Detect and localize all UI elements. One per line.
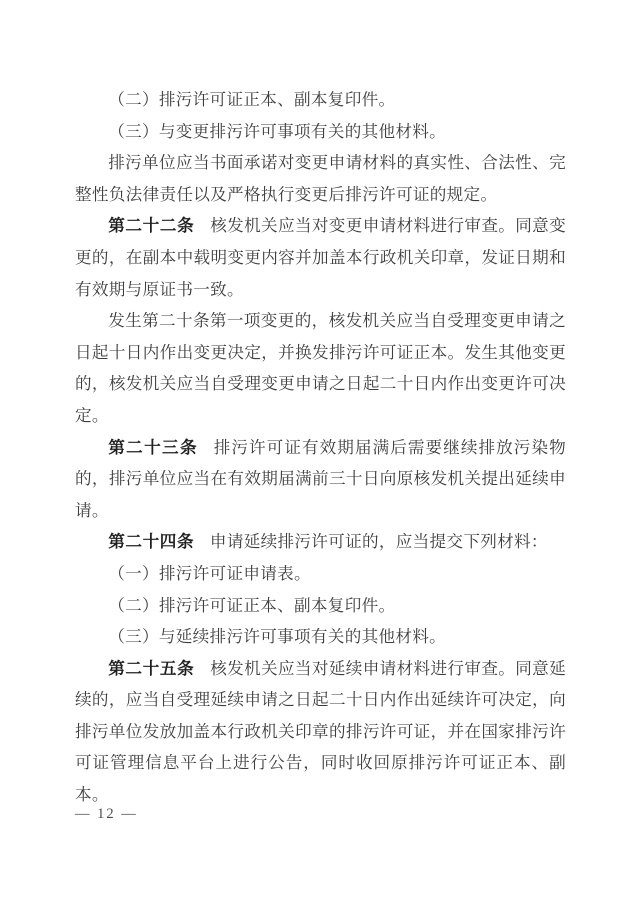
paragraph-text: 发生第二十条第一项变更的，核发机关应当自受理变更申请之日起十日内作出变更决定，并换发排污许可证正本。发生其他变更的，核发机关应当自受理变更申请之日起二十日内作出变更许可决定。 — [75, 311, 566, 425]
document-body — [75, 84, 566, 811]
article-paragraph — [75, 653, 566, 811]
paragraph-text: （三）与变更排污许可事项有关的其他材料。 — [108, 121, 447, 141]
article-paragraph — [75, 210, 566, 305]
list-item — [75, 84, 566, 116]
list-item — [75, 116, 566, 148]
article-number: 第二十二条 — [108, 216, 195, 236]
paragraph-text: 核发机关应当对延续申请材料进行审查。同意延续的，应当自受理延续申请之日起二十日内作出延续许可决定，向排污单位发放加盖本行政机关印章的排污许可证，并在国家排污许可证管理信息平台上进行公告，同时收回原排污许可证正本、副本。 — [75, 658, 566, 805]
paragraph-text: 申请延续排污许可证的，应当提交下列材料： — [209, 532, 548, 552]
article-paragraph — [75, 432, 566, 527]
paragraph-text: （二）排污许可证正本、副本复印件。 — [108, 90, 396, 109]
list-item — [75, 621, 566, 653]
page-number: — 12 — — [75, 806, 138, 822]
paragraph-text: 排污许可证有效期届满后需要继续排放污染物的，排污单位应当在有效期届满前三十日向原核发机关提出延续申请。 — [75, 437, 567, 520]
paragraph — [75, 305, 566, 431]
list-item — [75, 590, 566, 622]
article-paragraph — [75, 526, 566, 558]
article-number: 第二十三条 — [108, 437, 198, 457]
list-item — [75, 558, 566, 590]
paragraph-text: 核发机关应当对变更申请材料进行审查。同意变更的，在副本中载明变更内容并加盖本行政机关印章，发证日期和有效期与原证书一致。 — [75, 216, 566, 299]
article-number: 第二十五条 — [108, 658, 195, 678]
paragraph-text: （二）排污许可证正本、副本复印件。 — [108, 595, 396, 615]
paragraph-text: 排污单位应当书面承诺对变更申请材料的真实性、合法性、完整性负法律责任以及严格执行变更后排污许可证的规定。 — [75, 153, 566, 204]
page-footer — [75, 806, 138, 823]
paragraph-text: （一）排污许可证申请表。 — [108, 563, 311, 583]
paragraph — [75, 147, 566, 210]
paragraph-text: （三）与延续排污许可事项有关的其他材料。 — [108, 627, 447, 647]
article-number: 第二十四条 — [108, 532, 195, 552]
